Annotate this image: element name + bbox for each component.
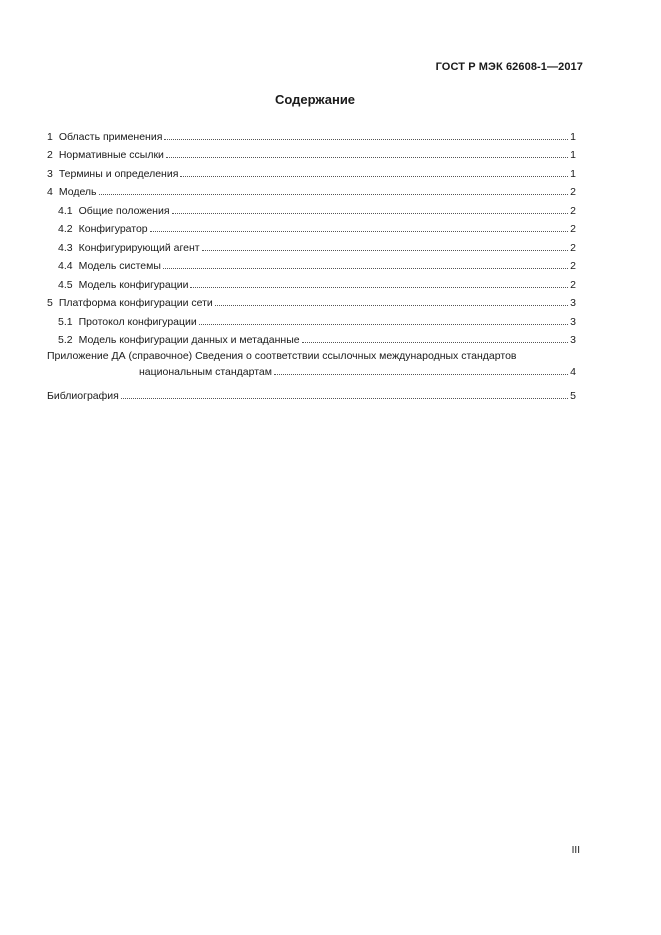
dot-leader: [202, 240, 569, 251]
toc-entry-4-1[interactable]: [47, 198, 576, 217]
toc-entry-4-3[interactable]: [47, 235, 576, 254]
toc-entry-number: 1: [47, 130, 53, 143]
dot-leader: [190, 277, 568, 288]
toc-entry-number: 4.4: [58, 260, 73, 272]
dot-leader: [121, 388, 568, 399]
toc-entry-label: Модель системы: [78, 260, 161, 272]
toc-entry-label: Модель: [58, 186, 97, 198]
toc-entry-page: 3: [570, 334, 576, 346]
toc-entry-label: Конфигурирующий агент: [78, 241, 200, 254]
toc-entry-page: 3: [570, 297, 576, 309]
toc-entry-5-2[interactable]: [47, 328, 576, 347]
toc-entry-label: Модель конфигурации: [78, 278, 189, 291]
toc-entry-4-5[interactable]: [47, 272, 576, 291]
toc-entry-page: 2: [570, 223, 576, 235]
toc-entry-5[interactable]: [47, 291, 576, 310]
toc-entry-4-2[interactable]: [47, 217, 576, 236]
toc-entry-page: 4: [570, 366, 576, 378]
toc-entry-4[interactable]: [47, 180, 576, 199]
toc-entry-number: 2: [47, 149, 53, 161]
toc-entry-number: 5.2: [58, 334, 73, 346]
annex-title-line1: Приложение ДА (справочное) Сведения о соответствии ссылочных международных стандартов: [47, 350, 517, 362]
toc-entry-label: Нормативные ссылки: [58, 149, 164, 161]
toc-entry-page: 1: [570, 130, 576, 143]
toc-entry-page: 5: [570, 389, 576, 402]
toc-entry-page: 3: [570, 315, 576, 328]
toc-entry-number: 4.3: [58, 241, 73, 254]
toc-entry-label: Модель конфигурации данных и метаданные: [78, 334, 300, 346]
toc-entry-number: 3: [47, 167, 53, 180]
dot-leader: [215, 295, 568, 306]
toc-entry-annex[interactable]: [47, 346, 576, 362]
dot-leader: [302, 332, 569, 343]
dot-leader: [180, 166, 568, 177]
toc-entry-number: 4.5: [58, 278, 73, 291]
toc-entry-page: 2: [570, 278, 576, 291]
dot-leader: [199, 314, 568, 325]
toc-entry-annex-continued[interactable]: [47, 362, 576, 378]
toc-entry-page: 2: [570, 260, 576, 272]
toc-entry-page: 2: [570, 186, 576, 198]
toc-entry-4-4[interactable]: [47, 254, 576, 273]
toc-entry-1[interactable]: [47, 124, 576, 143]
toc-entry-label: Термины и определения: [58, 167, 179, 180]
toc-entry-page: 2: [570, 241, 576, 254]
document-id: ГОСТ Р МЭК 62608-1—2017: [435, 61, 583, 73]
toc-entry-label: Платформа конфигурации сети: [58, 297, 213, 309]
toc-entry-label: Область применения: [58, 130, 163, 143]
dot-leader: [164, 129, 568, 140]
dot-leader: [99, 184, 569, 195]
toc-entry-label: Общие положения: [78, 204, 170, 217]
toc-entry-label: Библиография: [47, 389, 119, 402]
toc-entry-2[interactable]: [47, 143, 576, 162]
table-of-contents: [47, 124, 576, 402]
toc-entry-number: 5: [47, 297, 53, 309]
toc-title: Содержание: [274, 92, 356, 107]
dot-leader: [163, 258, 568, 269]
toc-entry-number: 4.1: [58, 204, 73, 217]
toc-entry-label: Конфигуратор: [78, 223, 148, 235]
toc-entry-bibliography[interactable]: [47, 383, 576, 402]
toc-entry-number: 4: [47, 186, 53, 198]
dot-leader: [166, 147, 568, 158]
toc-entry-page: 1: [570, 149, 576, 161]
toc-entry-page: 1: [570, 167, 576, 180]
annex-title-line2: национальным стандартам: [139, 366, 272, 378]
toc-entry-3[interactable]: [47, 161, 576, 180]
dot-leader: [172, 203, 569, 214]
toc-entry-5-1[interactable]: [47, 309, 576, 328]
toc-entry-number: 5.1: [58, 315, 73, 328]
page-number: III: [571, 845, 580, 856]
toc-entry-page: 2: [570, 204, 576, 217]
toc-entry-number: 4.2: [58, 223, 73, 235]
toc-entry-label: Протокол конфигурации: [78, 315, 197, 328]
dot-leader: [150, 221, 569, 232]
dot-leader: [274, 364, 568, 375]
